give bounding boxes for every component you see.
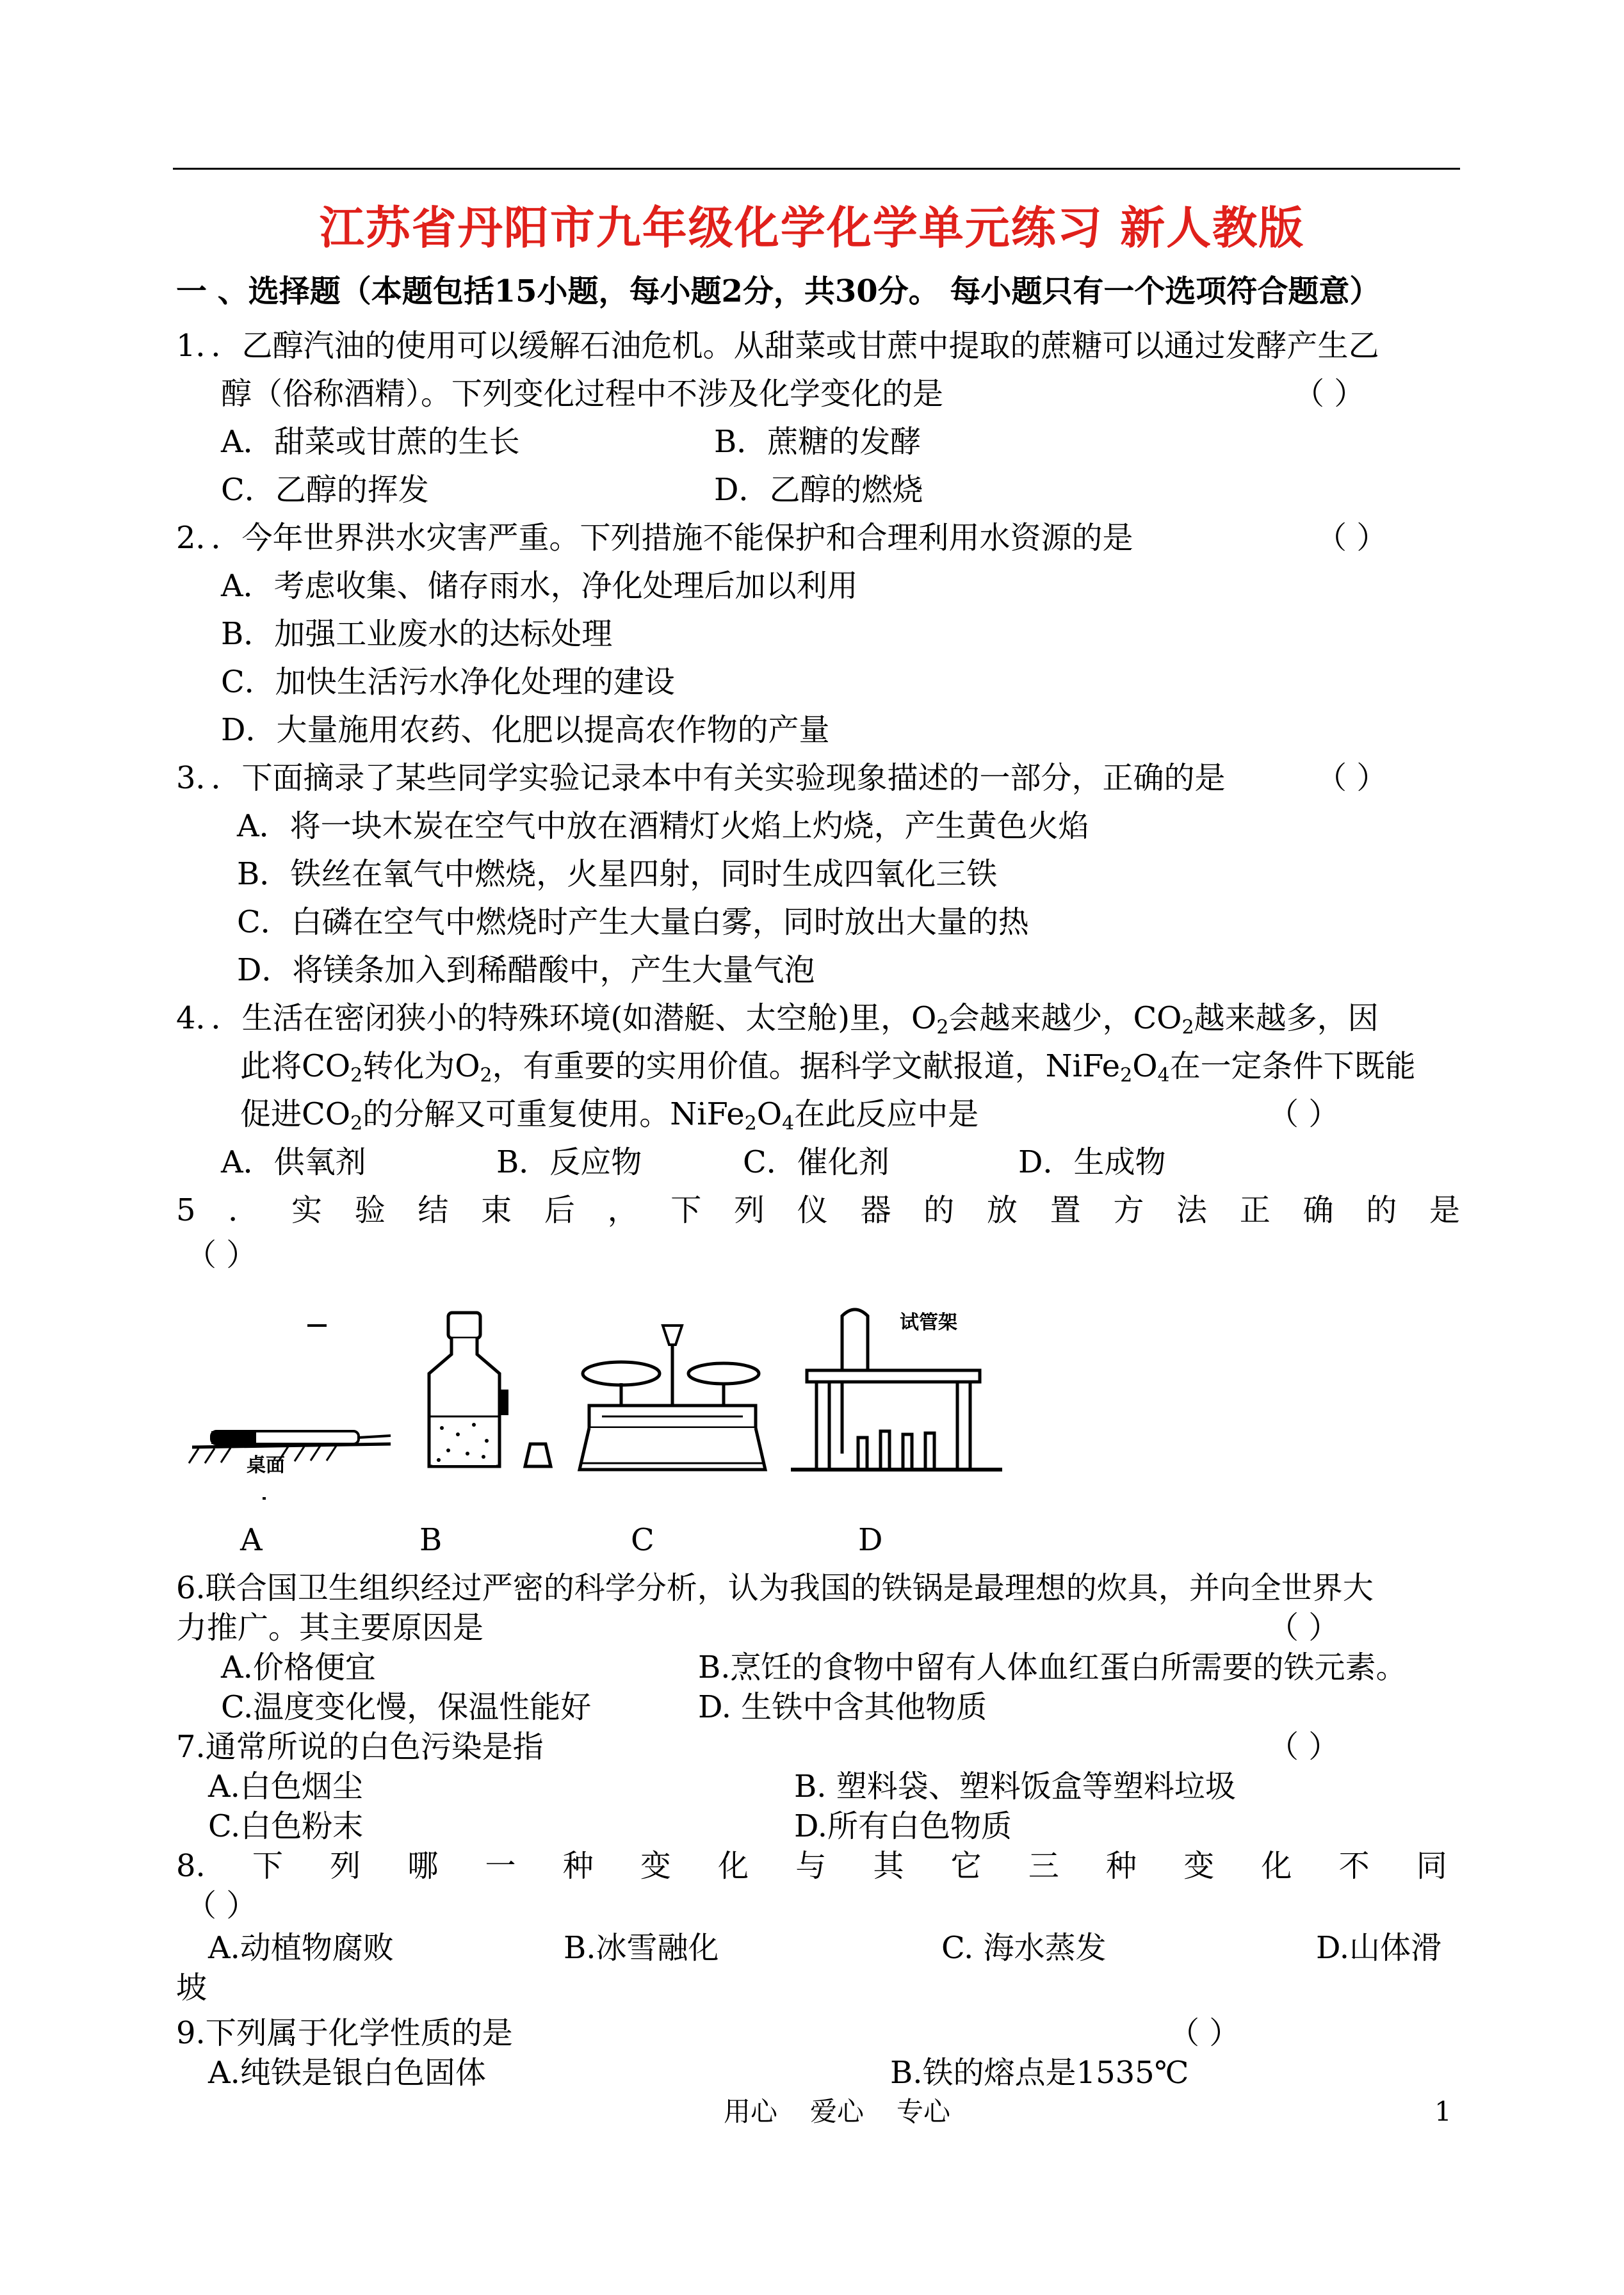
q3-option-b: B．铁丝在氧气中燃烧，火星四射，同时生成四氧化三铁	[237, 856, 998, 892]
q5-stem-char: 是	[1429, 1192, 1460, 1228]
q8-stem-char: 一	[485, 1848, 516, 1884]
q2-stem: 2．．今年世界洪水灾害严重。下列措施不能保护和合理利用水资源的是	[176, 520, 1133, 556]
q8-stem-char: 不	[1338, 1848, 1370, 1884]
q1-stem-line2: 醇（俗称酒精）。下列变化过程中不涉及化学变化的是	[221, 376, 944, 412]
header-rule	[173, 168, 1460, 170]
q5-stem-char: ，	[607, 1192, 638, 1228]
document-title: 江苏省丹阳市九年级化学化学单元练习 新人教版	[319, 201, 1305, 254]
q8-stem-char: 同	[1416, 1848, 1447, 1884]
q7-option-d: D.所有白色物质	[794, 1808, 1012, 1844]
q9-option-a: A.纯铁是银白色固体	[208, 2055, 486, 2091]
q8-option-d: D.山体滑	[1316, 1930, 1442, 1966]
q8-option-b: B.冰雪融化	[564, 1930, 719, 1966]
q9-option-b: B.铁的熔点是1535℃	[890, 2055, 1189, 2091]
figure-a-label: 桌面	[247, 1454, 285, 1477]
q2-option-d: D．大量施用农药、化肥以提高农作物的产量	[221, 712, 830, 748]
q8-option-a: A.动植物腐败	[208, 1930, 394, 1966]
q5-stem-char: 结	[418, 1192, 449, 1228]
footer-text-3: 专心	[897, 2096, 951, 2127]
q5-stem-char: 确	[1303, 1192, 1334, 1228]
q7-stem: 7.通常所说的白色污染是指	[176, 1729, 544, 1765]
q7-option-b: B. 塑料袋、塑料饭盒等塑料垃圾	[794, 1769, 1236, 1804]
q2-option-a: A．考虑收集、储存雨水，净化处理后加以利用	[221, 568, 858, 604]
q8-answer-paren: （ ）	[186, 1888, 257, 1924]
q5-stem-char: 实	[291, 1192, 322, 1228]
q3-option-a: A．将一块木炭在空气中放在酒精灯火焰上灼烧，产生黄色火焰	[237, 808, 1089, 844]
q6-option-c: C.温度变化慢，保温性能好	[221, 1689, 592, 1725]
q8-stem-char: 8.	[176, 1848, 206, 1884]
q4-stem-line1: 4．．生活在密闭狭小的特殊环境(如潜艇、太空舱)里，$O_2$会越来越少，$CO_2$越来越多，因	[176, 1000, 1379, 1039]
q5-stem-char: 束	[481, 1192, 512, 1228]
q5-answer-paren: （ ）	[186, 1237, 257, 1273]
q7-option-c: C.白色粉末	[208, 1808, 364, 1844]
q1-stem-line1: 1．．乙醇汽油的使用可以缓解石油危机。从甜菜或甘蔗中提取的蔗糖可以通过发酵产生乙	[176, 328, 1379, 364]
q1-option-d: D．乙醇的燃烧	[714, 472, 923, 508]
q3-answer-paren: （ ）	[1316, 760, 1388, 796]
figure-label-b: B	[419, 1522, 443, 1558]
q8-stem-char: 列	[330, 1848, 361, 1884]
q3-option-d: D．将镁条加入到稀醋酸中，产生大量气泡	[237, 952, 815, 988]
q5-stem-char: ．	[228, 1192, 259, 1228]
q5-stem-char: 放	[986, 1192, 1018, 1228]
q6-option-a: A.价格便宜	[221, 1650, 376, 1685]
q8-stem-char: 三	[1028, 1848, 1059, 1884]
q9-stem: 9.下列属于化学性质的是	[176, 2015, 513, 2051]
q6-answer-paren: （ ）	[1268, 1610, 1340, 1646]
q5-stem-char: 下	[670, 1192, 702, 1228]
q1-option-c: C．乙醇的挥发	[221, 472, 429, 508]
q6-stem-line1: 6.联合国卫生组织经过严密的科学分析，认为我国的铁锅是最理想的炊具，并向全世界大	[176, 1570, 1374, 1606]
q8-stem-char: 种	[562, 1848, 594, 1884]
q7-option-a: A.白色烟尘	[208, 1769, 363, 1804]
q8-stem-char: 变	[1183, 1848, 1215, 1884]
q3-stem: 3．．下面摘录了某些同学实验记录本中有关实验现象描述的一部分，正确的是	[176, 760, 1226, 796]
q5-stem-char: 方	[1113, 1192, 1144, 1228]
q6-option-b: B.烹饪的食物中留有人体血红蛋白所需要的铁元素。	[698, 1650, 1407, 1685]
section-heading: 一 、选择题（本题包括15小题，每小题2分，共30分。 每小题只有一个选项符合题意）	[176, 273, 1381, 309]
q6-stem-line2: 力推广。其主要原因是	[176, 1610, 484, 1646]
q8-stem-char: 种	[1106, 1848, 1137, 1884]
figure-c-balance	[576, 1300, 768, 1511]
q5-stem-char: 正	[1239, 1192, 1271, 1228]
q5-stem	[176, 1191, 1460, 1229]
q5-stem-char: 置	[1050, 1192, 1081, 1228]
q8-stem	[176, 1847, 1447, 1885]
q1-option-a: A．甜菜或甘蔗的生长	[221, 424, 520, 460]
q5-stem-char: 器	[860, 1192, 891, 1228]
q5-stem-char: 的	[923, 1192, 955, 1228]
q8-stem-char: 它	[950, 1848, 982, 1884]
q5-stem-char: 列	[734, 1192, 765, 1228]
q8-stem-char: 变	[640, 1848, 671, 1884]
q1-answer-paren: （ ）	[1294, 376, 1365, 412]
page-number: 1	[1434, 2096, 1452, 2127]
q8-stem-char: 其	[873, 1848, 904, 1884]
figure-d-label: 试管架	[900, 1311, 957, 1334]
q4-stem-line2: 此将$CO_2$转化为$O_2$，有重要的实用价值。据科学文献报道，$NiFe_2O_4$在一定条件下既能	[240, 1048, 1416, 1087]
figure-b-stopper	[519, 1300, 557, 1511]
q9-answer-paren: （ ）	[1169, 2015, 1240, 2051]
q2-answer-paren: （ ）	[1316, 520, 1388, 556]
q4-answer-paren: （ ）	[1268, 1096, 1340, 1132]
figure-label-c: C	[631, 1522, 654, 1558]
figure-label-d: D	[858, 1522, 883, 1558]
q8-stem-char: 哪	[407, 1848, 439, 1884]
q4-option-b: B．反应物	[496, 1144, 642, 1180]
figure-b-reagent-bottle	[419, 1300, 516, 1511]
q4-option-c: C．催化剂	[743, 1144, 889, 1180]
q8-option-c: C. 海水蒸发	[941, 1930, 1107, 1966]
q8-stem-char: 下	[252, 1848, 283, 1884]
q4-option-d: D．生成物	[1018, 1144, 1166, 1180]
figure-label-a: A	[240, 1522, 263, 1558]
q7-answer-paren: （ ）	[1268, 1729, 1340, 1765]
q2-option-c: C．加快生活污水净化处理的建设	[221, 664, 675, 700]
q4-stem-line3: 促进$CO_2$的分解又可重复使用。$NiFe_2O_4$在此反应中是	[240, 1096, 979, 1135]
q8-option-d-wrap: 坡	[176, 1970, 207, 2006]
figure-a-test-tube-on-table	[186, 1300, 403, 1511]
q5-stem-char: 验	[354, 1192, 386, 1228]
q1-option-b: B．蔗糖的发酵	[714, 424, 922, 460]
q8-stem-char: 与	[795, 1848, 827, 1884]
q5-stem-char: 法	[1176, 1192, 1208, 1228]
q5-stem-char: 的	[1366, 1192, 1397, 1228]
q5-stem-char: 仪	[797, 1192, 828, 1228]
q4-option-a: A．供氧剂	[221, 1144, 366, 1180]
q5-stem-char: 后	[544, 1192, 575, 1228]
q5-stem-char: 5	[176, 1192, 196, 1228]
q3-option-c: C．白磷在空气中燃烧时产生大量白雾，同时放出大量的热	[237, 904, 1029, 940]
q6-option-d: D. 生铁中含其他物质	[698, 1689, 987, 1725]
q8-stem-char: 化	[718, 1848, 749, 1884]
q8-stem-char: 化	[1261, 1848, 1292, 1884]
footer-text-2: 爱心	[810, 2096, 865, 2127]
footer-text-1: 用心	[724, 2096, 778, 2127]
figure-d-test-tube-rack	[788, 1300, 1005, 1511]
q2-option-b: B．加强工业废水的达标处理	[221, 616, 613, 652]
